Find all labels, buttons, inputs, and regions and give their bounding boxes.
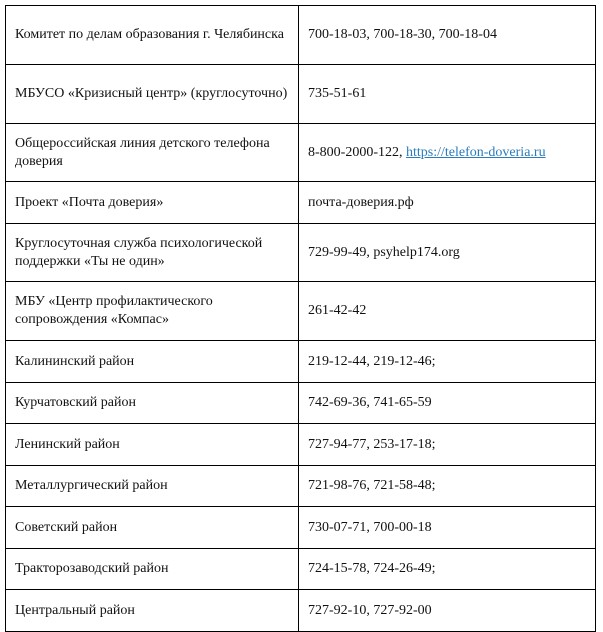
phone-text: 727-92-10, 727-92-00 [308, 602, 432, 618]
org-name-cell: МБУ «Центр профилактического сопровождения «Компас» [6, 282, 299, 341]
table-row [6, 282, 596, 341]
phone-cell [299, 341, 596, 383]
table-row [6, 466, 596, 507]
org-name-cell: Общероссийская линия детского телефона доверия [6, 124, 299, 182]
phone-cell [299, 182, 596, 224]
table-row [6, 424, 596, 466]
phone-cell [299, 383, 596, 424]
phone-cell [299, 424, 596, 466]
phone-text: 730-07-71, 700-00-18 [308, 519, 432, 535]
phone-cell [299, 282, 596, 341]
table-row [6, 6, 596, 65]
phone-text: 742-69-36, 741-65-59 [308, 395, 432, 410]
org-name-cell: Тракторозаводский район [6, 549, 299, 590]
contacts-table [5, 5, 596, 632]
phone-cell [299, 466, 596, 507]
table-row [6, 507, 596, 549]
table-row [6, 65, 596, 124]
org-name-cell: Центральный район [6, 590, 299, 632]
table-row [6, 590, 596, 632]
phone-text: 219-12-44, 219-12-46; [308, 353, 436, 369]
org-name-cell: Курчатовский район [6, 383, 299, 424]
phone-text: 721-98-76, 721-58-48; [308, 478, 436, 493]
phone-cell [299, 549, 596, 590]
phone-cell [299, 590, 596, 632]
table-row [6, 341, 596, 383]
table-row [6, 124, 596, 182]
org-name-cell: Проект «Почта доверия» [6, 182, 299, 224]
org-name-cell: Металлургический район [6, 466, 299, 507]
org-name-cell: Калининский район [6, 341, 299, 383]
phone-text: 8-800-2000-122, [308, 144, 406, 160]
phone-text: 700-18-03, 700-18-30, 700-18-04 [308, 27, 497, 42]
phone-text: 261-42-42 [308, 303, 367, 318]
table-row [6, 224, 596, 282]
telefon-doveria-link[interactable]: https://telefon-doveria.ru [406, 144, 546, 160]
org-name-cell: Комитет по делам образования г. Челябинска [6, 6, 299, 65]
org-name-cell: Советский район [6, 507, 299, 549]
phone-cell [299, 507, 596, 549]
org-name-cell: Ленинский район [6, 424, 299, 466]
table-row [6, 549, 596, 590]
phone-text: 735-51-61 [308, 86, 367, 101]
contacts-table-body [6, 6, 596, 632]
phone-cell [299, 6, 596, 65]
org-name-cell: МБУСО «Кризисный центр» (круглосуточно) [6, 65, 299, 124]
phone-text: почта-доверия.рф [308, 194, 414, 210]
phone-text: 727-94-77, 253-17-18; [308, 436, 436, 452]
phone-cell [299, 124, 596, 182]
table-row [6, 383, 596, 424]
phone-text: 729-99-49, psyhelp174.org [308, 244, 460, 260]
phone-text: 724-15-78, 724-26-49; [308, 561, 436, 576]
org-name-cell: Круглосуточная служба психологической поддержки «Ты не один» [6, 224, 299, 282]
table-row [6, 182, 596, 224]
phone-cell [299, 224, 596, 282]
phone-cell [299, 65, 596, 124]
